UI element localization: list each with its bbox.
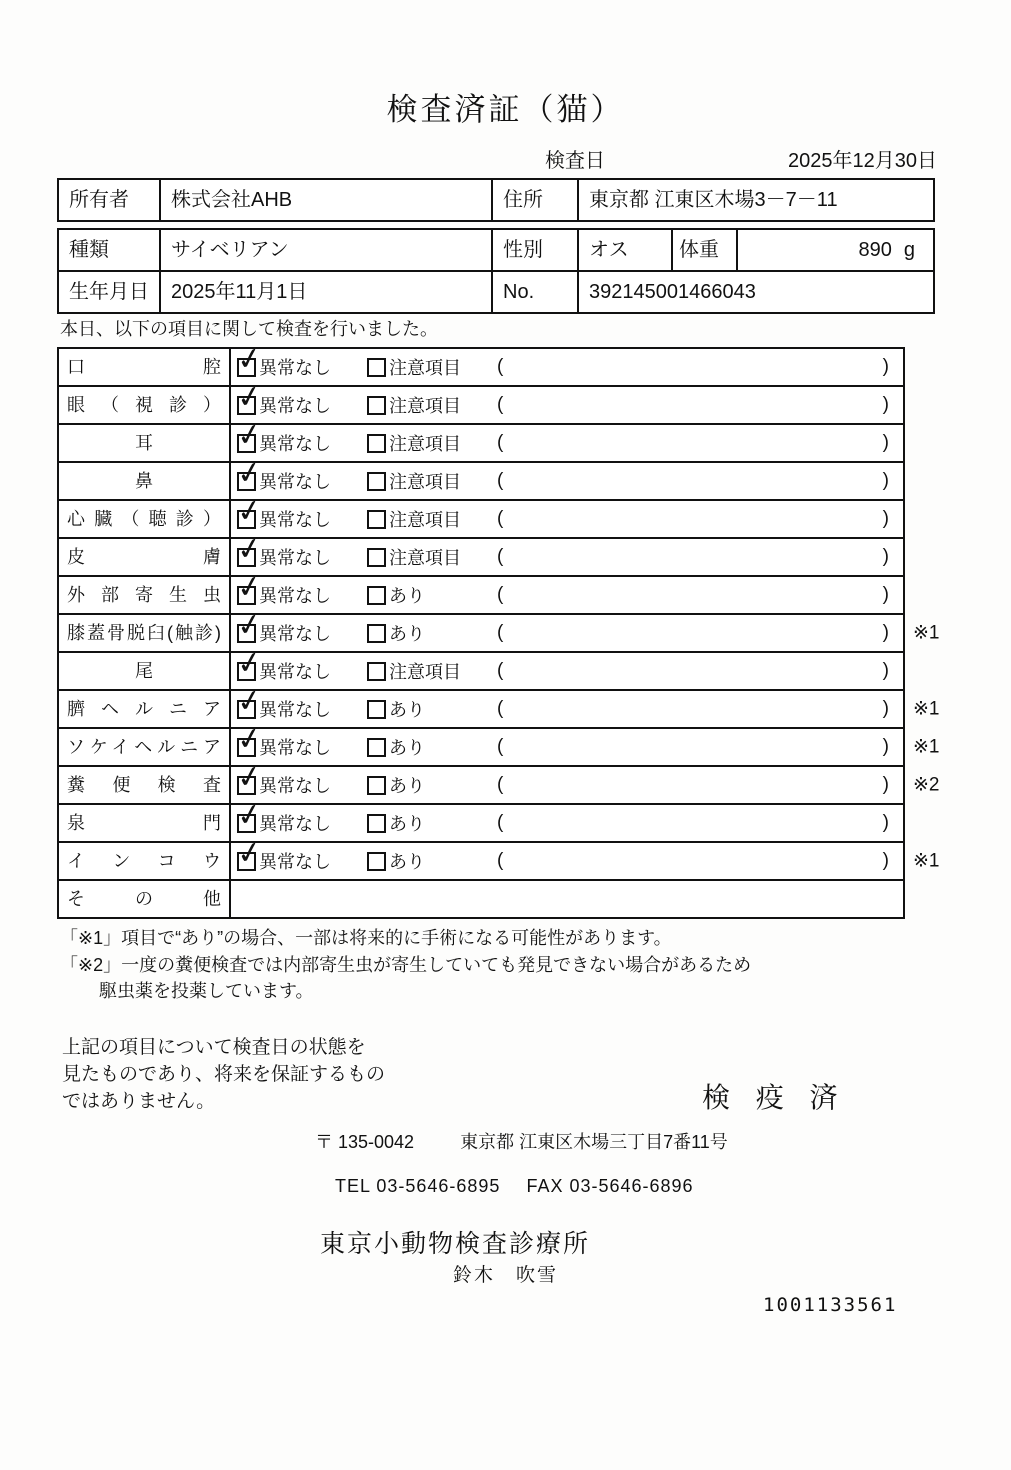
checkbox-unchecked-icon — [367, 624, 386, 643]
item-content — [231, 340, 903, 385]
option-label: あり — [389, 586, 425, 606]
table-row — [59, 834, 940, 881]
table-row — [59, 378, 903, 425]
item-content — [231, 758, 903, 803]
weight-label: 体重 — [673, 230, 738, 270]
paren-open: ( — [497, 470, 504, 491]
checkbox-no-abnormality[interactable] — [234, 416, 331, 456]
table-row — [59, 568, 903, 615]
item-label: 外部寄生虫 — [59, 577, 231, 613]
item-content — [231, 454, 903, 499]
table-row — [59, 720, 940, 767]
paren-close: ) — [882, 812, 889, 833]
table-row — [59, 530, 903, 577]
checkbox-checked-icon — [234, 340, 265, 378]
paren-open: ( — [497, 736, 504, 757]
address-value: 東京都 江東区木場3－7－11 — [589, 189, 838, 211]
checkbox-checked-icon — [234, 606, 265, 644]
table-row — [59, 606, 940, 653]
checkbox-no-abnormality[interactable] — [234, 568, 331, 608]
option-label: 異常なし — [259, 700, 331, 720]
weight-cell — [738, 230, 933, 270]
checkbox-no-abnormality[interactable] — [234, 340, 331, 380]
option-label: 注意項目 — [389, 434, 461, 454]
clinic-address: 東京都 江東区木場三丁目7番11号 — [460, 1132, 728, 1152]
checkmark-icon: ✓ — [234, 606, 265, 644]
fax-number: FAX 03-5646-6896 — [526, 1176, 694, 1196]
option-label: 注意項目 — [389, 472, 461, 492]
checkmark-icon: ✓ — [234, 796, 265, 834]
checkbox-checked-icon — [234, 834, 265, 872]
option-label: 異常なし — [259, 548, 331, 568]
paren-close: ) — [882, 432, 889, 453]
item-content — [231, 644, 903, 689]
checkbox-present[interactable] — [367, 696, 425, 722]
paren-close: ) — [882, 394, 889, 415]
paren-close: ) — [882, 660, 889, 681]
item-label: インコウ — [59, 843, 231, 879]
item-content — [231, 492, 903, 537]
item-label: 耳 — [59, 425, 231, 461]
tel-number: TEL 03-5646-6895 — [335, 1176, 501, 1196]
page-title: 検査済証（猫） — [386, 92, 625, 127]
paren-close: ) — [882, 546, 889, 567]
checkbox-present[interactable] — [367, 582, 425, 608]
checkmark-icon: ✓ — [234, 530, 265, 568]
paren-open: ( — [497, 850, 504, 871]
item-label: その他 — [59, 881, 231, 917]
paren-open: ( — [497, 356, 504, 377]
quarantine-stamp: 検 疫 済 — [702, 1082, 847, 1113]
postal-code: 〒 135-0042 — [315, 1132, 415, 1152]
checkmark-icon: ✓ — [234, 416, 265, 454]
item-label: 泉門 — [59, 805, 231, 841]
item-label: 皮膚 — [59, 539, 231, 575]
option-label: あり — [389, 776, 425, 796]
checkbox-checked-icon — [234, 416, 265, 454]
checkbox-unchecked-icon — [367, 662, 386, 681]
checkmark-icon: ✓ — [234, 834, 265, 872]
paren-close: ) — [882, 736, 889, 757]
exam-date-value: 2025年12月30日 — [788, 150, 937, 172]
weight-value: 890 — [858, 239, 892, 261]
checkbox-checked-icon — [234, 796, 265, 834]
paren-close: ) — [882, 356, 889, 377]
checkbox-present[interactable] — [367, 734, 425, 760]
phone-line — [335, 1176, 694, 1197]
item-content — [231, 378, 903, 423]
paren-open: ( — [497, 698, 504, 719]
checkbox-unchecked-icon — [367, 396, 386, 415]
breed-label: 種類 — [59, 230, 161, 270]
owner-label: 所有者 — [59, 180, 161, 220]
checkbox-attention[interactable] — [367, 544, 461, 570]
option-label: あり — [389, 624, 425, 644]
no-value: 392145001466043 — [589, 281, 756, 303]
checkmark-icon: ✓ — [234, 378, 265, 416]
checkbox-no-abnormality[interactable] — [234, 492, 331, 532]
sex-label: 性別 — [493, 230, 579, 270]
checkbox-present[interactable] — [367, 772, 425, 798]
birth-label: 生年月日 — [59, 272, 161, 312]
checkbox-present[interactable] — [367, 848, 425, 874]
table-row — [59, 180, 933, 220]
table-row — [59, 796, 903, 843]
paren-open: ( — [497, 774, 504, 795]
checkbox-no-abnormality[interactable] — [234, 606, 331, 646]
option-label: 異常なし — [259, 358, 331, 378]
checkbox-checked-icon — [234, 682, 265, 720]
checkmark-icon: ✓ — [234, 492, 265, 530]
disclaimer-line: 見たものであり、将来を保証するもの — [62, 1064, 386, 1085]
paren-close: ) — [882, 850, 889, 871]
paren-open: ( — [497, 546, 504, 567]
option-label: 異常なし — [259, 586, 331, 606]
checkbox-unchecked-icon — [367, 852, 386, 871]
footnote-mark: ※1 — [913, 698, 940, 720]
checkbox-attention[interactable] — [367, 468, 461, 494]
paren-open: ( — [497, 622, 504, 643]
item-label: ソケイヘルニア — [59, 729, 231, 765]
serial-number: 1001133561 — [763, 1294, 898, 1316]
footnote-mark: ※1 — [913, 850, 940, 872]
paren-open: ( — [497, 812, 504, 833]
owner-table — [57, 178, 935, 222]
checkbox-attention[interactable] — [367, 354, 461, 380]
item-content — [231, 568, 903, 613]
option-label: 注意項目 — [389, 396, 461, 416]
checkbox-unchecked-icon — [367, 548, 386, 567]
checkbox-unchecked-icon — [367, 814, 386, 833]
paren-close: ) — [882, 622, 889, 643]
checkbox-attention[interactable] — [367, 658, 461, 684]
table-row — [59, 492, 903, 539]
checkbox-no-abnormality[interactable] — [234, 796, 331, 836]
checkbox-no-abnormality[interactable] — [234, 454, 331, 494]
item-content — [231, 834, 903, 879]
option-label: 異常なし — [259, 814, 331, 834]
table-row — [59, 758, 940, 805]
exam-date-label: 検査日 — [545, 150, 605, 172]
item-content — [231, 720, 903, 765]
checkbox-no-abnormality[interactable] — [234, 530, 331, 570]
footnote-mark: ※2 — [913, 774, 940, 796]
checkmark-icon: ✓ — [234, 454, 265, 492]
checkmark-icon: ✓ — [234, 644, 265, 682]
table-row — [59, 230, 933, 270]
paren-close: ) — [882, 508, 889, 529]
inspection-table — [57, 340, 940, 919]
checkbox-checked-icon — [234, 492, 265, 530]
paren-open: ( — [497, 508, 504, 529]
option-label: 注意項目 — [389, 548, 461, 568]
option-label: 異常なし — [259, 852, 331, 872]
option-label: あり — [389, 852, 425, 872]
table-row — [59, 644, 903, 691]
item-label: 膝蓋骨脱臼(触診) — [59, 615, 231, 651]
weight-unit: g — [903, 239, 915, 261]
veterinarian-name: 鈴木 吹雪 — [453, 1265, 559, 1286]
paren-open: ( — [497, 584, 504, 605]
item-content — [231, 682, 903, 727]
checkbox-unchecked-icon — [367, 472, 386, 491]
paren-close: ) — [882, 470, 889, 491]
option-label: 注意項目 — [389, 510, 461, 530]
address-label: 住所 — [493, 180, 579, 220]
checkbox-unchecked-icon — [367, 776, 386, 795]
table-row — [59, 340, 903, 387]
item-label: 心臓（聴診） — [59, 501, 231, 537]
checkbox-checked-icon — [234, 568, 265, 606]
checkbox-attention[interactable] — [367, 506, 461, 532]
checkbox-unchecked-icon — [367, 586, 386, 605]
option-label: 注意項目 — [389, 662, 461, 682]
checkbox-attention[interactable] — [367, 392, 461, 418]
checkbox-checked-icon — [234, 454, 265, 492]
checkmark-icon: ✓ — [234, 568, 265, 606]
item-label: 眼（視診） — [59, 387, 231, 423]
checkbox-unchecked-icon — [367, 434, 386, 453]
table-row — [59, 416, 903, 463]
item-content — [231, 606, 903, 651]
item-content — [231, 881, 903, 917]
option-label: 異常なし — [259, 776, 331, 796]
checkbox-unchecked-icon — [367, 358, 386, 377]
item-label: 糞便検査 — [59, 767, 231, 803]
checkbox-unchecked-icon — [367, 738, 386, 757]
item-content — [231, 416, 903, 461]
option-label: あり — [389, 738, 425, 758]
option-label: 異常なし — [259, 662, 331, 682]
animal-table — [57, 228, 935, 314]
table-row — [59, 454, 903, 501]
option-label: 異常なし — [259, 624, 331, 644]
checkbox-checked-icon — [234, 378, 265, 416]
paren-open: ( — [497, 660, 504, 681]
item-label: 鼻 — [59, 463, 231, 499]
footnote-mark: ※1 — [913, 736, 940, 758]
option-label: 異常なし — [259, 396, 331, 416]
item-label: 臍ヘルニア — [59, 691, 231, 727]
footnote-1: 「※1」項目で“あり”の場合、一部は将来的に手術になる可能性があります。 — [60, 928, 672, 948]
checkbox-attention[interactable] — [367, 430, 461, 456]
no-label: No. — [493, 272, 579, 312]
birth-value: 2025年11月1日 — [161, 272, 493, 312]
intro-text: 本日、以下の項目に関して検査を行いました。 — [60, 319, 438, 339]
paren-open: ( — [497, 394, 504, 415]
option-label: 注意項目 — [389, 358, 461, 378]
footnote-2-line1: 「※2」一度の糞便検査では内部寄生虫が寄生していても発見できない場合があるため — [60, 955, 752, 975]
item-content — [231, 530, 903, 575]
checkbox-checked-icon — [234, 720, 265, 758]
table-row — [59, 682, 940, 729]
checkbox-no-abnormality[interactable] — [234, 720, 331, 760]
checkbox-checked-icon — [234, 530, 265, 568]
disclaimer-line: 上記の項目について検査日の状態を — [62, 1037, 366, 1058]
sex-value: オス — [579, 230, 673, 270]
paren-close: ) — [882, 698, 889, 719]
postal-address-line — [315, 1128, 728, 1154]
table-row — [59, 270, 933, 312]
checkbox-checked-icon — [234, 644, 265, 682]
breed-value: サイベリアン — [161, 230, 493, 270]
checkbox-unchecked-icon — [367, 700, 386, 719]
checkbox-no-abnormality[interactable] — [234, 758, 331, 798]
checkbox-no-abnormality[interactable] — [234, 644, 331, 684]
checkbox-no-abnormality[interactable] — [234, 834, 331, 874]
paren-open: ( — [497, 432, 504, 453]
footnote-mark: ※1 — [913, 622, 940, 644]
checkbox-present[interactable] — [367, 810, 425, 836]
checkmark-icon: ✓ — [234, 340, 265, 378]
option-label: 異常なし — [259, 510, 331, 530]
disclaimer — [62, 1034, 385, 1115]
paren-close: ) — [882, 774, 889, 795]
checkbox-checked-icon — [234, 758, 265, 796]
item-label: 尾 — [59, 653, 231, 689]
clinic-name: 東京小動物検査診療所 — [320, 1230, 591, 1258]
checkbox-unchecked-icon — [367, 510, 386, 529]
checkbox-present[interactable] — [367, 620, 425, 646]
disclaimer-line: ではありません。 — [62, 1091, 216, 1112]
checkmark-icon: ✓ — [234, 682, 265, 720]
checkmark-icon: ✓ — [234, 720, 265, 758]
option-label: 異常なし — [259, 434, 331, 454]
footnote-2-line2: 駆虫薬を投薬しています。 — [99, 981, 314, 1001]
checkmark-icon: ✓ — [234, 758, 265, 796]
item-label: 口腔 — [59, 349, 231, 385]
item-content — [231, 796, 903, 841]
option-label: あり — [389, 814, 425, 834]
checkbox-no-abnormality[interactable] — [234, 682, 331, 722]
option-label: 異常なし — [259, 472, 331, 492]
table-row — [59, 881, 903, 917]
checkbox-no-abnormality[interactable] — [234, 378, 331, 418]
owner-value: 株式会社AHB — [161, 180, 493, 220]
paren-close: ) — [882, 584, 889, 605]
option-label: あり — [389, 700, 425, 720]
option-label: 異常なし — [259, 738, 331, 758]
